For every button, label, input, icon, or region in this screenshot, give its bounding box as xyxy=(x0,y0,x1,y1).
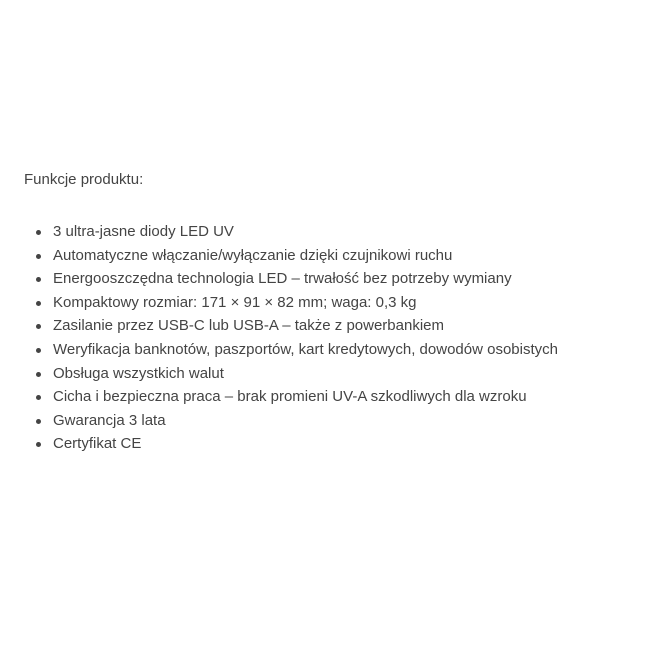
list-item xyxy=(24,244,558,268)
list-item-text: Zasilanie przez USB-C lub USB-A – także z powerbankiem xyxy=(53,317,444,335)
list-item xyxy=(24,220,558,244)
bullet-icon xyxy=(36,254,41,259)
section-heading: Funkcje produktu: xyxy=(24,171,144,188)
list-item xyxy=(24,409,558,433)
bullet-icon xyxy=(36,442,41,447)
bullet-icon xyxy=(36,419,41,424)
bullet-icon xyxy=(36,372,41,377)
list-item-text: Automatyczne włączanie/wyłączanie dzięki czujnikowi ruchu xyxy=(53,246,453,264)
list-item xyxy=(24,314,558,338)
bullet-icon xyxy=(36,395,41,400)
bullet-icon xyxy=(36,324,41,329)
bullet-icon xyxy=(36,348,41,353)
bullet-icon xyxy=(36,301,41,306)
list-item-text: Kompaktowy rozmiar: 171 × 91 × 82 mm; waga: 0,3 kg xyxy=(53,293,417,311)
list-item-text: Obsługa wszystkich walut xyxy=(53,364,224,382)
list-item xyxy=(24,385,558,409)
list-item-text: Certyfikat CE xyxy=(53,435,142,453)
list-item xyxy=(24,267,558,291)
feature-list xyxy=(24,220,558,456)
list-item-text: Weryfikacja banknotów, paszportów, kart kredytowych, dowodów osobistych xyxy=(53,340,558,358)
list-item-text: Gwarancja 3 lata xyxy=(53,411,166,429)
list-item xyxy=(24,432,558,456)
product-features-section xyxy=(24,170,634,453)
list-item-text: Cicha i bezpieczna praca – brak promieni UV-A szkodliwych dla wzroku xyxy=(53,388,527,406)
list-item-text: 3 ultra-jasne diody LED UV xyxy=(53,223,234,240)
bullet-icon xyxy=(36,277,41,282)
list-item xyxy=(24,338,558,362)
list-item xyxy=(24,362,558,386)
list-item-text: Energooszczędna technologia LED – trwałość bez potrzeby wymiany xyxy=(53,270,512,288)
list-item xyxy=(24,291,558,315)
bullet-icon xyxy=(36,230,41,235)
